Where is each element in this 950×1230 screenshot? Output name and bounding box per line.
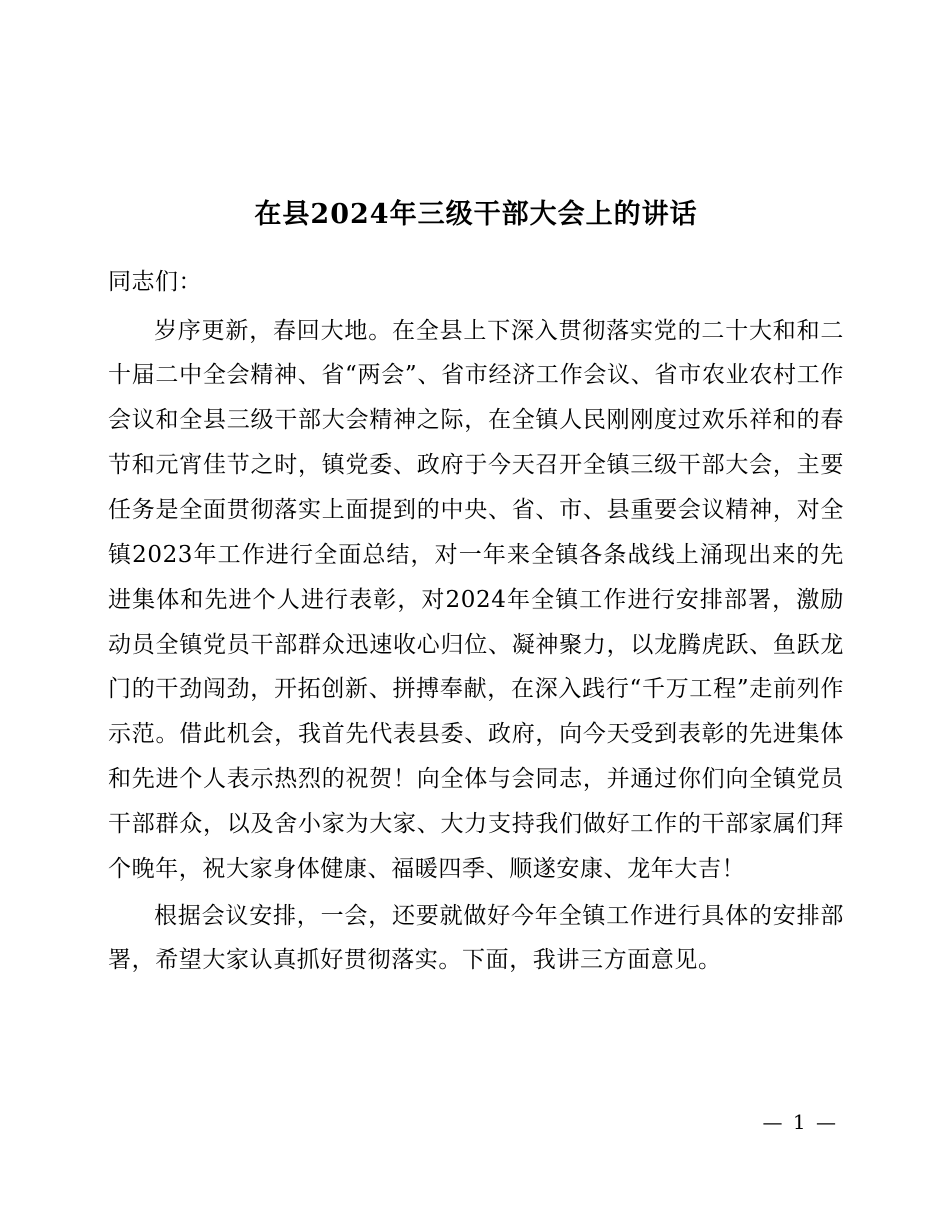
paragraph-1: 岁序更新，春回大地。在全县上下深入贯彻落实党的二十大和和二十届二中全会精神、省“两会”、省市经济工作会议、省市农业农村工作会议和全县三级干部大会精神之际，在全镇人民刚刚度过欢乐祥和的春节和元宵佳节之时，镇党委、政府于今天召开全镇三级干部大会，主要任务是全面贯彻落实上面提到的中央、省、市、县重要会议精神，对全镇2023年工作进行全面总结，对一年来全镇各条战线上涌现出来的先进集体和先进个人进行表彰，对2024年全镇工作进行安排部署，激励动员全镇党员干部群众迅速收心归位、凝神聚力，以龙腾虎跃、鱼跃龙门的干劲闯劲，开拓创新、拼搏奉献，在深入践行“千万工程”走前列作示范。借此机会，我首先代表县委、政府，向今天受到表彰的先进集体和先进个人表示热烈的祝贺！向全体与会同志，并通过你们向全镇党员干部群众，以及舍小家为大家、大力支持我们做好工作的干部家属们拜个晚年，祝大家身体健康、福暖四季、顺遂安康、龙年大吉！: [108, 317, 844, 882]
document-body: [108, 196, 844, 985]
page-title: 在县2024年三级干部大会上的讲话: [254, 199, 698, 230]
page-number: — 1 —: [762, 1110, 838, 1134]
salutation: 同志们：: [108, 268, 202, 295]
paragraph-2: 根据会议安排，一会，还要就做好今年全镇工作进行具体的安排部署，希望大家认真抓好贯彻落实。下面，我讲三方面意见。: [108, 902, 844, 974]
